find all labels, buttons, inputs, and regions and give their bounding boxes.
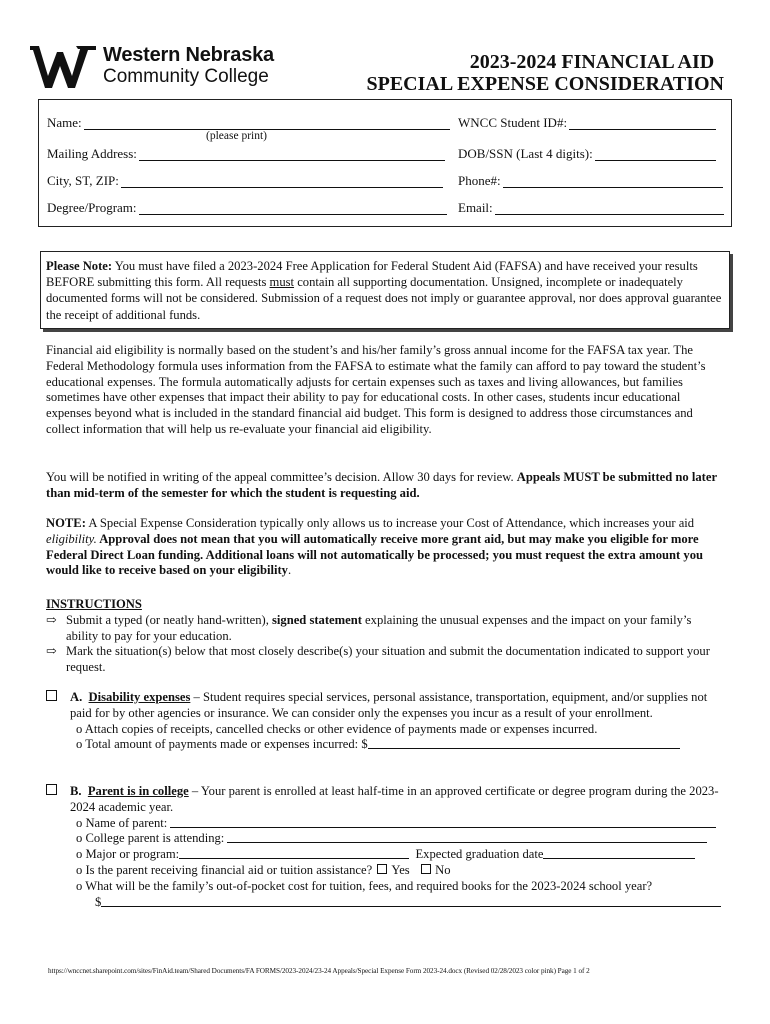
section-b-bullet-2 <box>46 831 726 847</box>
logo-line-1: Western Nebraska <box>103 44 274 66</box>
note-bold: Approval does not mean that you will automatically receive more grant aid, but may make you eligible for more Federal Direct Loan funding. Additional loans will not automatically be processed; you must request the extra amount you would like to receive based on your eligibility <box>46 531 703 578</box>
instructions-section <box>46 597 726 676</box>
city-line[interactable] <box>121 175 443 188</box>
email-label: Email: <box>458 200 493 215</box>
dob-label: DOB/SSN (Last 4 digits): <box>458 146 593 161</box>
phone-label: Phone#: <box>458 173 501 188</box>
section-a-letter: A. <box>70 690 83 704</box>
instruction-1-bold: signed statement <box>272 612 362 627</box>
major-line[interactable] <box>179 847 409 859</box>
arrow-right-icon: ⇨ <box>46 612 57 627</box>
note-label: NOTE: <box>46 516 86 530</box>
name-field[interactable] <box>47 115 450 130</box>
financial-aid-question: o Is the parent receiving financial aid or tuition assistance? <box>76 862 373 877</box>
city-label: City, ST, ZIP: <box>47 173 119 188</box>
instruction-1-text-a: Submit a typed (or neatly hand-written), <box>66 612 272 627</box>
please-note-text-1: You must have filed a 2023-2024 Free Application for Federal Student Aid (FAFSA) and have received your results BEFORE submitting this form. All requests <box>46 259 698 290</box>
arrow-right-icon: ⇨ <box>46 644 57 659</box>
graduation-date-label: Expected graduation date <box>415 847 544 862</box>
note-paragraph <box>46 516 726 579</box>
total-amount-line[interactable] <box>368 737 680 749</box>
notification-text: You will be notified in writing of the appeal committee’s decision. Allow 30 days for review. <box>46 470 517 484</box>
dollar-sign: $ <box>95 894 102 909</box>
section-b <box>46 784 726 910</box>
name-label: Name: <box>47 115 82 130</box>
section-b-bullet-1 <box>46 816 726 832</box>
section-a-text: – Student requires special services, personal assistance, transportation, equipment, and/or supplies not paid for by other agencies or insurance. We can consider only the expenses you incur as a result of your enrollment. <box>70 690 708 720</box>
please-note-must: must <box>269 275 295 290</box>
phone-line[interactable] <box>503 175 723 188</box>
yes-label: Yes <box>391 862 410 877</box>
please-note-text-2: contain all supporting documentation. Unsigned, incomplete or inadequately documented forms will not be considered. Submission of a request does not imply or guarantee approval, nor does approval guarantee the receipt of additional funds. <box>46 275 722 322</box>
phone-field[interactable] <box>458 173 723 188</box>
degree-label: Degree/Program: <box>47 200 137 215</box>
dob-line[interactable] <box>595 148 716 161</box>
mailing-field[interactable] <box>47 146 445 161</box>
instruction-2-text: Mark the situation(s) below that most closely describe(s) your situation and submit the documentation indicated to support your request. <box>66 644 710 675</box>
logo-line-2: Community College <box>103 66 269 87</box>
section-b-bullet-4 <box>46 863 726 879</box>
section-a-title: Disability expenses <box>88 690 191 704</box>
section-b-letter: B. <box>70 784 82 798</box>
note-text: A Special Expense Consideration typically only allows us to increase your Cost of Attendance, which increases your aid <box>85 516 695 530</box>
no-checkbox[interactable] <box>421 864 431 874</box>
graduation-date-line[interactable] <box>543 847 695 859</box>
parent-name-label: o Name of parent: <box>76 815 168 830</box>
out-of-pocket-line[interactable] <box>101 895 721 907</box>
no-label: No <box>435 862 451 877</box>
section-b-checkbox[interactable] <box>46 784 57 795</box>
note-end: . <box>287 563 292 578</box>
email-field[interactable] <box>458 200 724 215</box>
student-id-line[interactable] <box>569 117 716 130</box>
section-a <box>46 690 726 753</box>
section-a-checkbox[interactable] <box>46 690 57 701</box>
yes-checkbox[interactable] <box>377 864 387 874</box>
eligibility-paragraph: Financial aid eligibility is normally based on the student’s and his/her family’s gross annual income for the FAFSA tax year. The Federal Methodology formula uses information from the FAFSA to estimate what the family can afford to pay toward the student’s educational expenses. The formula automatically adjusts for certain expenses such as taxes and living allowances, but families sometimes have other expenses that impact their ability to pay for educational costs. In other cases, students incur educational expenses beyond what is included in the standard financial aid budget. This form is designed to address those circumstances and collect information that will help us re-evaluate your financial aid eligibility. <box>46 343 706 436</box>
section-b-title: Parent is in college <box>87 784 189 798</box>
section-b-bullet-5: o What will be the family’s out-of-pocket cost for tuition, fees, and required books for the 2023-2024 school year? <box>76 878 653 893</box>
parent-name-line[interactable] <box>170 816 716 828</box>
student-id-field[interactable] <box>458 115 716 130</box>
degree-line[interactable] <box>139 202 447 215</box>
degree-field[interactable] <box>47 200 447 215</box>
note-italic: eligibility. <box>46 531 97 546</box>
notification-paragraph <box>46 470 726 502</box>
parent-college-line[interactable] <box>227 831 707 843</box>
instruction-1-text-c: explaining the unusual expenses and the impact on your family’s ability to pay for your education. <box>66 612 692 643</box>
student-id-label: WNCC Student ID#: <box>458 115 568 130</box>
mailing-line[interactable] <box>139 148 445 161</box>
section-a-bullet-2 <box>46 737 726 753</box>
mailing-label: Mailing Address: <box>47 146 137 161</box>
please-note-box <box>40 251 730 329</box>
section-b-text: – Your parent is enrolled at least half-time in an approved certificate or degree program during the 2023-2024 academic year. <box>70 784 719 814</box>
section-a-bullet-2-text: o Total amount of payments made or expenses incurred: $ <box>76 737 368 752</box>
instruction-item-1 <box>46 613 726 645</box>
parent-college-label: o College parent is attending: <box>76 831 225 846</box>
please-note-label: Please Note: <box>46 259 113 273</box>
section-b-bullet-3 <box>46 847 726 863</box>
deadline-text: Appeals MUST be submitted no later than mid-term of the semester for which the student is requesting aid. <box>46 470 717 500</box>
instructions-heading: INSTRUCTIONS <box>46 597 142 611</box>
form-title-line-1: 2023-2024 FINANCIAL AID <box>469 51 715 73</box>
please-print-hint: (please print) <box>206 130 267 142</box>
name-line[interactable] <box>84 117 450 130</box>
instruction-item-2 <box>46 644 726 676</box>
dob-field[interactable] <box>458 146 716 161</box>
major-label: o Major or program: <box>76 847 180 862</box>
footer-path: https://wnccnet.sharepoint.com/sites/FinAid.team/Shared Documents/FA FORMS/2023-2024/23-24 Appeals/Special Expense Form 2023-24.docx (Revised 02/28/2023 color pink) Page 1 of 2 <box>48 967 590 975</box>
out-of-pocket-field <box>46 895 726 911</box>
email-line[interactable] <box>495 202 724 215</box>
city-field[interactable] <box>47 173 443 188</box>
wncc-logo-icon <box>30 46 96 88</box>
section-a-bullet-1: o Attach copies of receipts, cancelled checks or other evidence of payments made or expenses incurred. <box>76 721 598 736</box>
form-title-line-2: SPECIAL EXPENSE CONSIDERATION <box>366 73 724 95</box>
